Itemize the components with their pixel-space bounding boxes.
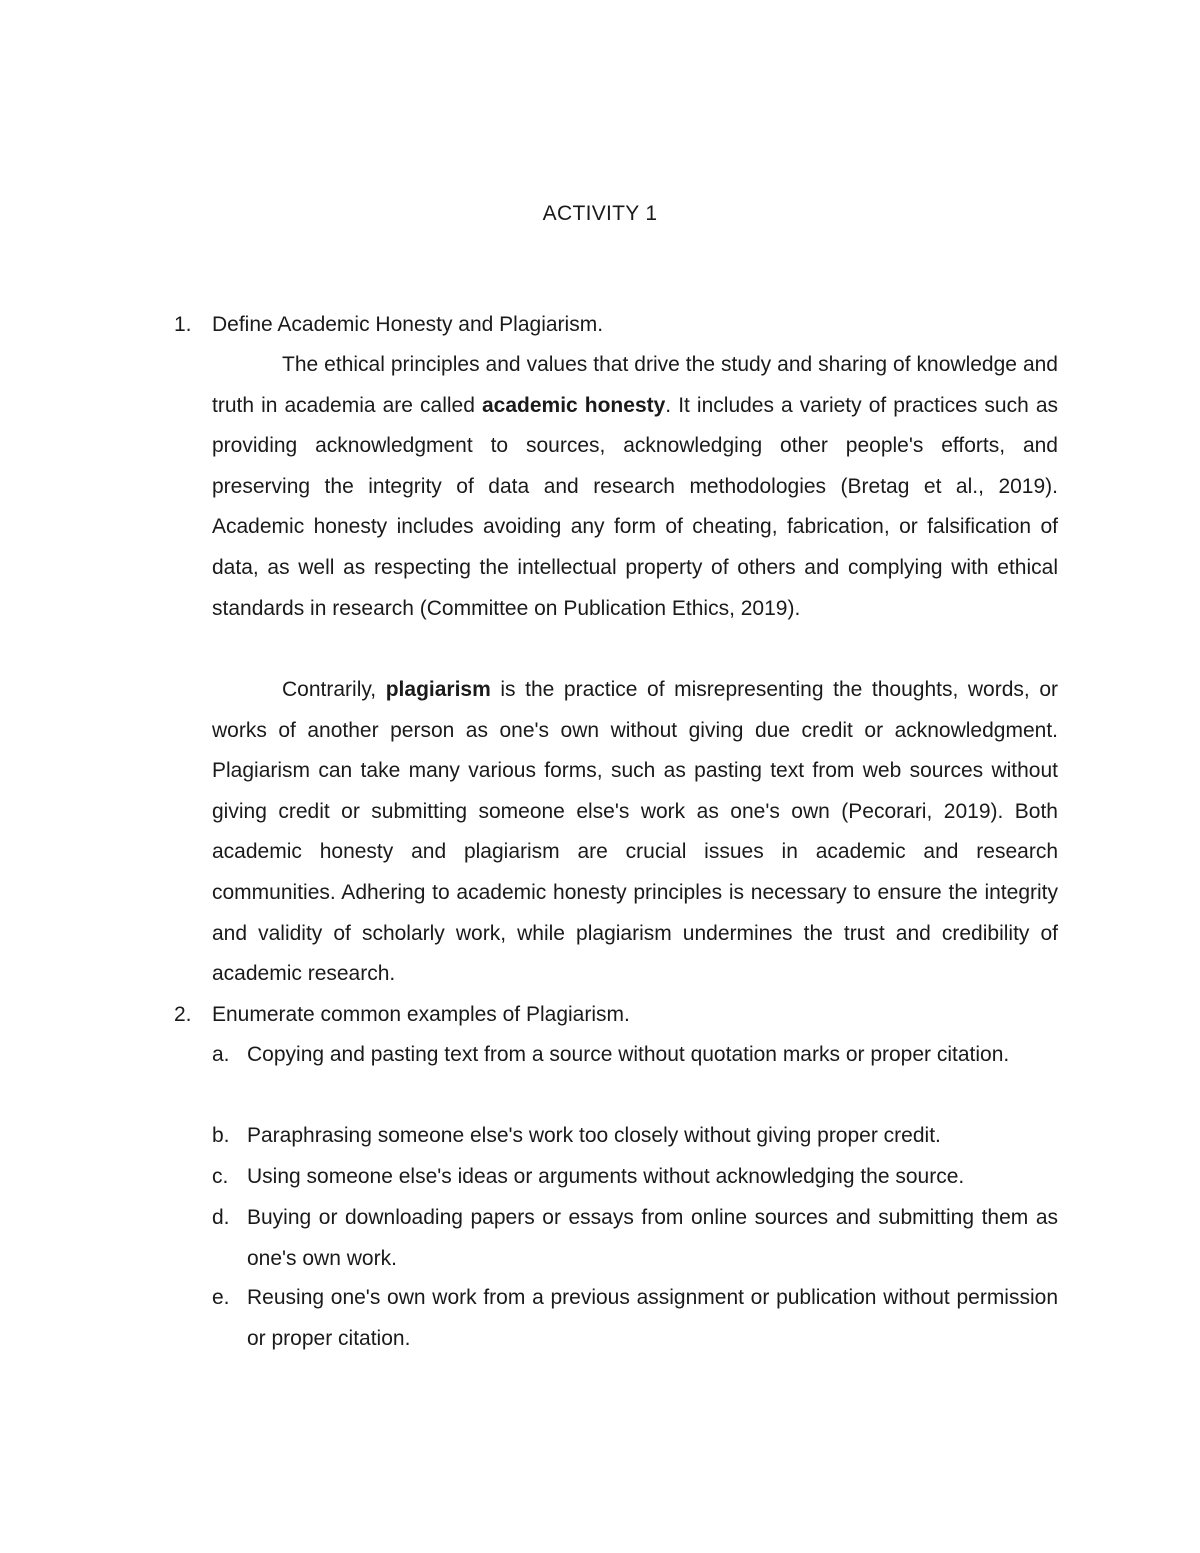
list-item: [212, 1157, 1058, 1198]
question-2: [174, 1001, 1058, 1029]
paragraph-text: is the practice of misrepresenting the thoughts, words, or works of another person as one's own without giving due credit or acknowledgment. Plagiarism can take many various forms, such as pasting text from web sources without giving credit or submitting someone else's work as one's own (Pecorari, 2019). Both academic honesty and plagiarism are crucial issues in academic and research communities. Adhering to academic honesty principles is necessary to ensure the integrity and validity of scholarly work, while plagiarism undermines the trust and credibility of academic research.: [212, 678, 1059, 986]
list-item-letter: b.: [212, 1124, 230, 1147]
page-title: ACTIVITY 1: [542, 202, 658, 225]
list-item-text: Paraphrasing someone else's work too closely without giving proper credit.: [247, 1124, 941, 1147]
list-item: [212, 1116, 1058, 1157]
bold-term-academic-honesty: academic honesty: [481, 393, 666, 417]
list-item-letter: d.: [212, 1206, 230, 1229]
list-item: [212, 1278, 1058, 1359]
paragraph-plagiarism: [212, 670, 1058, 995]
list-item: [212, 1035, 1058, 1076]
question-1: [174, 311, 1058, 339]
bold-term-plagiarism: plagiarism: [385, 678, 491, 701]
list-item-text: Copying and pasting text from a source without quotation marks or proper citation.: [247, 1043, 1010, 1066]
paragraph-text: The ethical principles and values that drive the study and sharing of knowledge and truth in academia are called: [212, 353, 1058, 417]
paragraph-academic-honesty: [212, 345, 1058, 629]
list-item-letter: c.: [212, 1165, 229, 1188]
paragraph-text: Contrarily,: [282, 678, 386, 701]
list-item-text: Reusing one's own work from a previous assignment or publication without permission or proper citation.: [247, 1286, 1058, 1350]
list-item: [212, 1198, 1058, 1279]
question-number: 1.: [174, 313, 192, 336]
list-item-letter: e.: [212, 1286, 230, 1309]
list-item-letter: a.: [212, 1043, 230, 1066]
question-text: Define Academic Honesty and Plagiarism.: [212, 313, 604, 336]
paragraph-text: . It includes a variety of practices such as providing acknowledgment to sources, acknowledging other people's efforts, and preserving the integrity of data and research methodologies (Bretag et al., 2019). Academic honesty includes avoiding any form of cheating, fabrication, or falsification of data, as well as respecting the intellectual property of others and complying with ethical standards in research (Committee on Publication Ethics, 2019).: [212, 393, 1058, 620]
list-item-text: Buying or downloading papers or essays from online sources and submitting them as one's own work.: [247, 1206, 1058, 1270]
question-text: Enumerate common examples of Plagiarism.: [212, 1003, 630, 1026]
list-item-text: Using someone else's ideas or arguments without acknowledging the source.: [247, 1165, 965, 1188]
question-number: 2.: [174, 1003, 192, 1026]
